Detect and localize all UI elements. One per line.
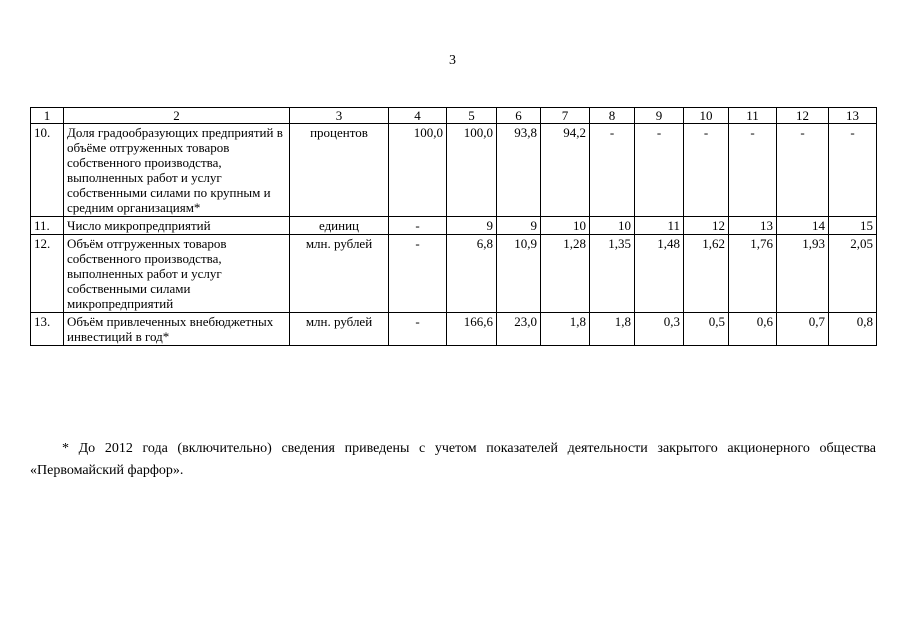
header-cell: 7 [541, 108, 590, 124]
value-cell: 1,93 [777, 235, 829, 313]
table-row [31, 124, 877, 217]
header-cell: 6 [497, 108, 541, 124]
table-row [31, 235, 877, 313]
footnote [30, 438, 876, 482]
indicators-table [30, 107, 877, 346]
indicator-name-cell: Доля градообразующих предприятий в объёме отгруженных товаров собственного производства, выполненных работ и услуг собственными силами по крупным и средним организациям* [64, 124, 290, 217]
value-cell: 1,8 [590, 313, 635, 346]
value-cell: 10 [590, 217, 635, 235]
table-row [31, 217, 877, 235]
value-cell: 94,2 [541, 124, 590, 217]
header-cell: 1 [31, 108, 64, 124]
value-cell: 0,8 [829, 313, 877, 346]
value-cell: 0,3 [635, 313, 684, 346]
value-cell: 100,0 [389, 124, 447, 217]
value-cell: 0,6 [729, 313, 777, 346]
footnote-text: * До 2012 года (включительно) сведения приведены с учетом показателей деятельности закрытого акционерного общества «Первомайский фарфор». [30, 441, 876, 478]
row-number-cell: 11. [31, 217, 64, 235]
value-cell: 0,7 [777, 313, 829, 346]
page-number: 3 [449, 53, 456, 68]
value-cell: - [684, 124, 729, 217]
table-header-row [31, 108, 877, 124]
header-cell: 10 [684, 108, 729, 124]
value-cell: - [729, 124, 777, 217]
value-cell: 12 [684, 217, 729, 235]
header-cell: 4 [389, 108, 447, 124]
header-cell: 9 [635, 108, 684, 124]
row-number-cell: 10. [31, 124, 64, 217]
value-cell: 9 [497, 217, 541, 235]
value-cell: 1,76 [729, 235, 777, 313]
unit-cell: млн. рублей [290, 313, 389, 346]
row-number-cell: 13. [31, 313, 64, 346]
value-cell: 14 [777, 217, 829, 235]
value-cell: 23,0 [497, 313, 541, 346]
value-cell: 15 [829, 217, 877, 235]
value-cell: - [590, 124, 635, 217]
header-cell: 5 [447, 108, 497, 124]
table-row [31, 313, 877, 346]
header-cell: 3 [290, 108, 389, 124]
unit-cell: единиц [290, 217, 389, 235]
value-cell: - [777, 124, 829, 217]
indicator-name-cell: Объём привлеченных внебюджетных инвестиций в год* [64, 313, 290, 346]
unit-cell: млн. рублей [290, 235, 389, 313]
header-cell: 11 [729, 108, 777, 124]
value-cell: 100,0 [447, 124, 497, 217]
value-cell: 6,8 [447, 235, 497, 313]
indicator-name-cell: Объём отгруженных товаров собственного производства, выполненных работ и услуг собственными силами микропредприятий [64, 235, 290, 313]
value-cell: 13 [729, 217, 777, 235]
value-cell: 2,05 [829, 235, 877, 313]
value-cell: - [389, 217, 447, 235]
header-cell: 8 [590, 108, 635, 124]
value-cell: 9 [447, 217, 497, 235]
value-cell: - [829, 124, 877, 217]
value-cell: 93,8 [497, 124, 541, 217]
value-cell: 10,9 [497, 235, 541, 313]
header-cell: 2 [64, 108, 290, 124]
indicator-name-cell: Число микропредприятий [64, 217, 290, 235]
value-cell: 1,48 [635, 235, 684, 313]
value-cell: 0,5 [684, 313, 729, 346]
value-cell: - [389, 235, 447, 313]
header-cell: 12 [777, 108, 829, 124]
value-cell: 10 [541, 217, 590, 235]
value-cell: 11 [635, 217, 684, 235]
value-cell: 166,6 [447, 313, 497, 346]
value-cell: - [635, 124, 684, 217]
row-number-cell: 12. [31, 235, 64, 313]
value-cell: - [389, 313, 447, 346]
value-cell: 1,35 [590, 235, 635, 313]
header-cell: 13 [829, 108, 877, 124]
value-cell: 1,62 [684, 235, 729, 313]
unit-cell: процентов [290, 124, 389, 217]
value-cell: 1,28 [541, 235, 590, 313]
value-cell: 1,8 [541, 313, 590, 346]
